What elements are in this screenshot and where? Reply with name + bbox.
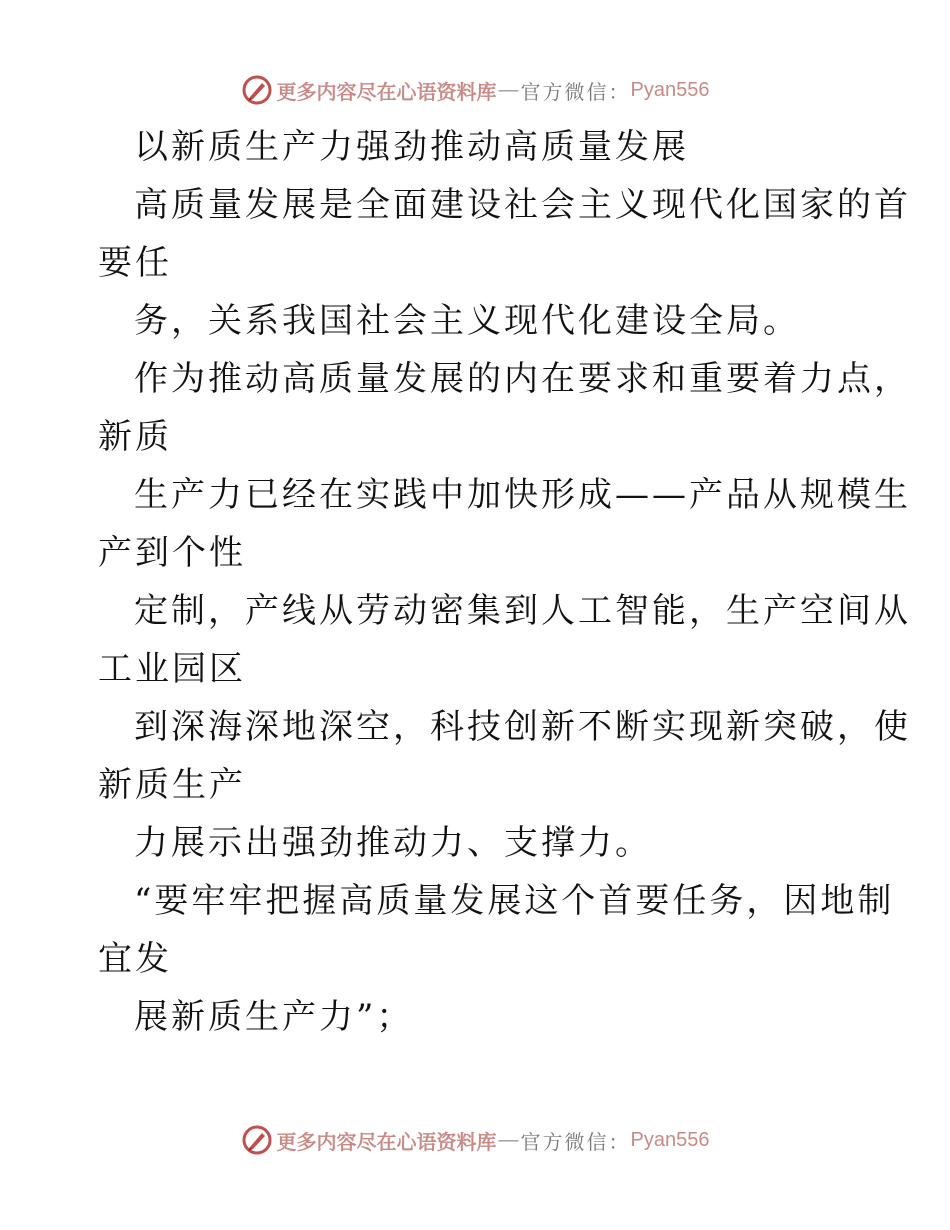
paragraph-line: 定制，产线从劳动密集到人工智能，生产空间从 (134, 591, 911, 631)
paragraph-line: 到深海深地深空，科技创新不断实现新突破，使 (134, 707, 911, 747)
paragraph-line: 产到个性 (98, 533, 246, 573)
document-body (98, 118, 911, 1046)
paragraph-line: 宜发 (98, 939, 172, 979)
watermark-wechat-id: Pyan556 (630, 1128, 710, 1151)
paragraph-line: 生产力已经在实践中加快形成——产品从规模生 (134, 475, 911, 515)
watermark-dash: — (498, 1128, 519, 1151)
watermark-text: 更多内容尽在心语资料库 (276, 79, 497, 104)
paragraph-line: “要牢牢把握高质量发展这个首要任务，因地制 (134, 881, 895, 921)
watermark-text: 更多内容尽在心语资料库 (276, 1129, 497, 1154)
paragraph-line: 务，关系我国社会主义现代化建设全局。 (134, 301, 800, 341)
paragraph-line: 力展示出强劲推动力、支撑力。 (134, 823, 652, 863)
footer-watermark (0, 1120, 950, 1160)
paragraph-line: 新质生产 (98, 765, 246, 805)
paragraph-line: 作为推动高质量发展的内在要求和重要着力点， (134, 359, 911, 399)
paragraph-line: 工业园区 (98, 649, 246, 689)
pen-logo-icon (241, 1124, 273, 1156)
watermark-wechat-label: 官方微信： (520, 79, 631, 104)
paragraph-line: 展新质生产力”； (134, 997, 414, 1037)
paragraph-line: 新质 (98, 417, 172, 457)
header-watermark (0, 70, 950, 110)
watermark-wechat-id: Pyan556 (630, 78, 710, 101)
watermark-dash: — (498, 78, 519, 101)
paragraph-line: 高质量发展是全面建设社会主义现代化国家的首 (134, 185, 911, 225)
pen-logo-icon (241, 74, 273, 106)
document-title: 以新质生产力强劲推动高质量发展 (134, 127, 689, 167)
watermark-wechat-label: 官方微信： (520, 1129, 631, 1154)
paragraph-line: 要任 (98, 243, 172, 283)
